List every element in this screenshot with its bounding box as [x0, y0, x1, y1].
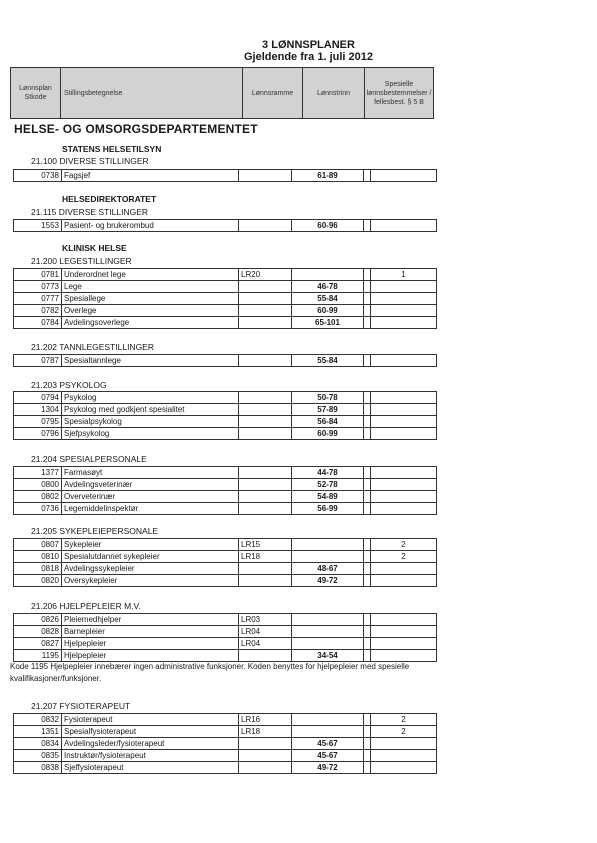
special-rule: [371, 503, 437, 515]
position-code: 1195: [14, 650, 62, 662]
position-code: 0826: [14, 614, 62, 626]
salary-frame: [239, 479, 292, 491]
position-title: Avdelingsleder/fysioterapeut: [62, 738, 239, 750]
position-title: Fagsjef: [62, 170, 239, 182]
table-row: [14, 726, 437, 738]
empty-cell: [364, 503, 371, 515]
table-row: [14, 650, 437, 662]
salary-frame: [239, 762, 292, 774]
special-rule: [371, 491, 437, 503]
special-rule: [371, 428, 437, 440]
salary-frame: LR18: [239, 551, 292, 563]
position-title: Legemiddelinspektør: [62, 503, 239, 515]
position-code: 1351: [14, 726, 62, 738]
position-title: Psykolog med godkjent spesialitet: [62, 404, 239, 416]
header-cell-special-rules: Spesielle lønnsbestemmelser / fellesbest. § 5 B: [366, 80, 432, 106]
position-table: [13, 169, 437, 182]
table-row: [14, 355, 437, 367]
table-row: [14, 281, 437, 293]
position-code: 0781: [14, 269, 62, 281]
position-code: 0773: [14, 281, 62, 293]
salary-range: 48-67: [292, 563, 364, 575]
table-row: [14, 503, 437, 515]
group-heading: 21.115 DIVERSE STILLINGER: [31, 207, 149, 217]
salary-frame: [239, 563, 292, 575]
salary-range: 60-99: [292, 305, 364, 317]
salary-range: [292, 714, 364, 726]
position-title: Spesialutdannet sykepleier: [62, 551, 239, 563]
empty-cell: [364, 638, 371, 650]
table-row: [14, 626, 437, 638]
salary-frame: [239, 738, 292, 750]
salary-range: 44-78: [292, 467, 364, 479]
position-code: 0784: [14, 317, 62, 329]
position-title: Farmasøyt: [62, 467, 239, 479]
empty-cell: [364, 551, 371, 563]
empty-cell: [364, 479, 371, 491]
salary-range: 55-84: [292, 355, 364, 367]
position-title: Oversykepleier: [62, 575, 239, 587]
salary-frame: [239, 170, 292, 182]
empty-cell: [364, 491, 371, 503]
table-row: [14, 428, 437, 440]
special-rule: [371, 575, 437, 587]
table-row: [14, 392, 437, 404]
position-code: 0828: [14, 626, 62, 638]
position-code: 1553: [14, 220, 62, 232]
position-code: 0834: [14, 738, 62, 750]
salary-frame: [239, 575, 292, 587]
empty-cell: [364, 281, 371, 293]
header-cell-salary-frame: Lønnsramme: [243, 68, 303, 118]
salary-range: [292, 626, 364, 638]
position-code: 0736: [14, 503, 62, 515]
salary-frame: [239, 503, 292, 515]
empty-cell: [364, 650, 371, 662]
empty-cell: [364, 750, 371, 762]
empty-cell: [364, 563, 371, 575]
salary-frame: LR15: [239, 539, 292, 551]
salary-frame: LR04: [239, 638, 292, 650]
position-title: Sjefpsykolog: [62, 428, 239, 440]
salary-frame: [239, 404, 292, 416]
salary-frame: LR16: [239, 714, 292, 726]
position-title: Avdelingssykepleier: [62, 563, 239, 575]
salary-frame: [239, 293, 292, 305]
empty-cell: [364, 738, 371, 750]
position-code: 0787: [14, 355, 62, 367]
position-table: [13, 466, 437, 515]
special-rule: [371, 479, 437, 491]
empty-cell: [364, 392, 371, 404]
position-title: Hjelpepleier: [62, 650, 239, 662]
salary-range: 50-78: [292, 392, 364, 404]
position-title: Hjelpepleier: [62, 638, 239, 650]
salary-frame: [239, 650, 292, 662]
position-code: 1377: [14, 467, 62, 479]
position-code: 0802: [14, 491, 62, 503]
empty-cell: [364, 575, 371, 587]
salary-frame: [239, 428, 292, 440]
position-title: Underordnet lege: [62, 269, 239, 281]
empty-cell: [364, 355, 371, 367]
special-rule: 2: [371, 539, 437, 551]
special-rule: [371, 305, 437, 317]
position-title: Lege: [62, 281, 239, 293]
special-rule: 2: [371, 726, 437, 738]
position-table: [13, 268, 437, 329]
salary-frame: LR04: [239, 626, 292, 638]
salary-range: 34-54: [292, 650, 364, 662]
position-code: 0827: [14, 638, 62, 650]
salary-range: 45-67: [292, 750, 364, 762]
salary-range: 46-78: [292, 281, 364, 293]
position-code: 0777: [14, 293, 62, 305]
position-title: Sykepleier: [62, 539, 239, 551]
empty-cell: [364, 714, 371, 726]
position-title: Overlege: [62, 305, 239, 317]
special-rule: [371, 563, 437, 575]
salary-range: [292, 269, 364, 281]
salary-range: 61-89: [292, 170, 364, 182]
empty-cell: [364, 416, 371, 428]
position-title: Pleiemedhjelper: [62, 614, 239, 626]
position-title: Instruktør/fysioterapeut: [62, 750, 239, 762]
position-title: Sjeffysioterapeut: [62, 762, 239, 774]
position-title: Fysioterapeut: [62, 714, 239, 726]
position-table: [13, 391, 437, 440]
position-code: 0795: [14, 416, 62, 428]
salary-frame: [239, 491, 292, 503]
table-header: [10, 67, 434, 119]
salary-range: 65-101: [292, 317, 364, 329]
empty-cell: [364, 539, 371, 551]
special-rule: [371, 416, 437, 428]
header-cell-stkode: Lønnsplan Stkode: [11, 68, 61, 118]
position-code: 0807: [14, 539, 62, 551]
empty-cell: [364, 293, 371, 305]
salary-range: 57-89: [292, 404, 364, 416]
special-rule: [371, 355, 437, 367]
position-code: 0810: [14, 551, 62, 563]
table-row: [14, 293, 437, 305]
table-row: [14, 479, 437, 491]
salary-range: [292, 614, 364, 626]
salary-range: [292, 726, 364, 738]
salary-range: 45-67: [292, 738, 364, 750]
special-rule: [371, 467, 437, 479]
position-code: 0838: [14, 762, 62, 774]
group-heading: 21.200 LEGESTILLINGER: [31, 256, 132, 266]
agency-heading: KLINISK HELSE: [62, 243, 127, 253]
special-rule: 2: [371, 714, 437, 726]
empty-cell: [364, 404, 371, 416]
salary-range: 55-84: [292, 293, 364, 305]
position-title: Spesialpsykolog: [62, 416, 239, 428]
salary-range: 56-84: [292, 416, 364, 428]
table-row: [14, 416, 437, 428]
table-row: [14, 539, 437, 551]
salary-range: 60-99: [292, 428, 364, 440]
salary-range: 60-96: [292, 220, 364, 232]
position-code: 0818: [14, 563, 62, 575]
group-heading: 21.203 PSYKOLOG: [31, 380, 107, 390]
salary-frame: [239, 392, 292, 404]
special-rule: 2: [371, 551, 437, 563]
empty-cell: [364, 305, 371, 317]
position-title: Spesialtannlege: [62, 355, 239, 367]
salary-frame: [239, 467, 292, 479]
position-title: Avdelingsoverlege: [62, 317, 239, 329]
table-row: [14, 750, 437, 762]
position-code: 0820: [14, 575, 62, 587]
salary-frame: [239, 305, 292, 317]
document-subtitle: Gjeldende fra 1. juli 2012: [244, 51, 373, 63]
table-row: [14, 714, 437, 726]
table-row: [14, 404, 437, 416]
table-row: [14, 638, 437, 650]
header-cell-title: Stillingsbetegnelse: [61, 68, 243, 118]
table-row: [14, 563, 437, 575]
table-row: [14, 467, 437, 479]
special-rule: [371, 392, 437, 404]
salary-frame: LR18: [239, 726, 292, 738]
special-rule: [371, 762, 437, 774]
position-code: 0800: [14, 479, 62, 491]
salary-frame: [239, 355, 292, 367]
salary-frame: [239, 416, 292, 428]
position-table: [13, 538, 437, 587]
special-rule: [371, 317, 437, 329]
salary-frame: [239, 750, 292, 762]
table-row: [14, 762, 437, 774]
position-title: Spesiallege: [62, 293, 239, 305]
special-rule: [371, 404, 437, 416]
salary-range: 49-72: [292, 575, 364, 587]
empty-cell: [364, 428, 371, 440]
salary-range: 52-78: [292, 479, 364, 491]
salary-range: [292, 539, 364, 551]
agency-heading: HELSEDIREKTORATET: [62, 194, 157, 204]
table-row: [14, 269, 437, 281]
department-title: HELSE- OG OMSORGSDEPARTEMENTET: [14, 122, 258, 136]
salary-range: 49-72: [292, 762, 364, 774]
position-table: [13, 613, 437, 662]
empty-cell: [364, 317, 371, 329]
empty-cell: [364, 170, 371, 182]
table-row: [14, 491, 437, 503]
agency-heading: STATENS HELSETILSYN: [62, 144, 162, 154]
position-table: [13, 354, 437, 367]
position-code: 1304: [14, 404, 62, 416]
group-heading: 21.100 DIVERSE STILLINGER: [31, 156, 149, 166]
position-title: Pasient- og brukerombud: [62, 220, 239, 232]
special-rule: [371, 626, 437, 638]
empty-cell: [364, 614, 371, 626]
special-rule: 1: [371, 269, 437, 281]
position-title: Overveterinær: [62, 491, 239, 503]
position-table: [13, 713, 437, 774]
group-heading: 21.207 FYSIOTERAPEUT: [31, 701, 131, 711]
position-title: Avdelingsveterinær: [62, 479, 239, 491]
salary-range: 54-89: [292, 491, 364, 503]
position-code: 0832: [14, 714, 62, 726]
document-title: 3 LØNNSPLANER: [262, 39, 355, 51]
group-heading: 21.205 SYKEPLEIEPERSONALE: [31, 526, 159, 536]
table-row: [14, 738, 437, 750]
table-row: [14, 170, 437, 182]
salary-frame: LR03: [239, 614, 292, 626]
table-row: [14, 614, 437, 626]
position-title: Spesialfysioterapeut: [62, 726, 239, 738]
table-row: [14, 551, 437, 563]
table-row: [14, 575, 437, 587]
salary-frame: [239, 317, 292, 329]
special-rule: [371, 170, 437, 182]
special-rule: [371, 614, 437, 626]
special-rule: [371, 750, 437, 762]
position-table: [13, 219, 437, 232]
special-rule: [371, 220, 437, 232]
header-cell-salary-steps: Lønnstrinn: [303, 68, 365, 118]
special-rule: [371, 293, 437, 305]
special-rule: [371, 738, 437, 750]
empty-cell: [364, 762, 371, 774]
group-heading: 21.202 TANNLEGESTILLINGER: [31, 342, 154, 352]
empty-cell: [364, 626, 371, 638]
position-code: 0794: [14, 392, 62, 404]
special-rule: [371, 638, 437, 650]
table-row: [14, 220, 437, 232]
position-code: 0835: [14, 750, 62, 762]
special-rule: [371, 281, 437, 293]
empty-cell: [364, 220, 371, 232]
position-code: 0796: [14, 428, 62, 440]
empty-cell: [364, 726, 371, 738]
position-title: Psykolog: [62, 392, 239, 404]
position-code: 0738: [14, 170, 62, 182]
table-row: [14, 305, 437, 317]
footnote: Kode 1195 Hjelpepleier innebærer ingen administrative funksjoner. Koden benyttes for hjelpepleier med spesielle kvalifikasjoner/funksjoner.: [10, 662, 410, 683]
position-code: 0782: [14, 305, 62, 317]
group-heading: 21.206 HJELPEPLEIER M.V.: [31, 601, 141, 611]
position-title: Barnepleier: [62, 626, 239, 638]
empty-cell: [364, 467, 371, 479]
salary-frame: [239, 220, 292, 232]
salary-frame: [239, 281, 292, 293]
empty-cell: [364, 269, 371, 281]
table-row: [14, 317, 437, 329]
salary-range: [292, 551, 364, 563]
salary-range: [292, 638, 364, 650]
special-rule: [371, 650, 437, 662]
salary-frame: LR20: [239, 269, 292, 281]
group-heading: 21.204 SPESIALPERSONALE: [31, 454, 147, 464]
salary-range: 56-99: [292, 503, 364, 515]
